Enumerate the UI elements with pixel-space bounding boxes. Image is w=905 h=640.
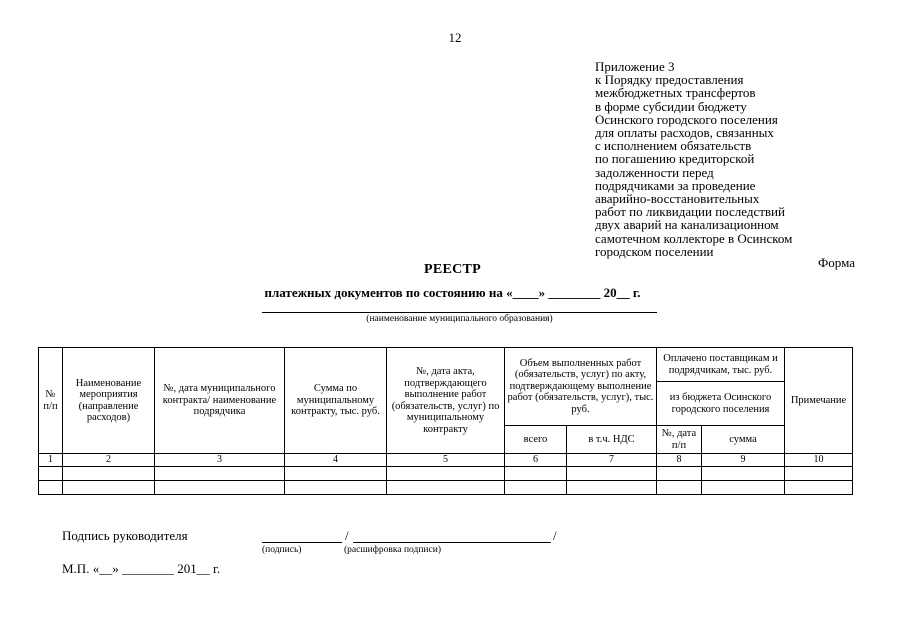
- document-title: РЕЕСТР: [423, 262, 482, 277]
- document-subtitle: платежных документов по состоянию на «____» ________ 20__ г.: [264, 285, 641, 300]
- registry-table: [38, 347, 853, 495]
- appendix-line: двух аварий на канализационном: [595, 217, 779, 233]
- header-num: № п/п: [39, 348, 63, 454]
- appendix-line: с исполнением обязательств: [595, 138, 752, 154]
- table-cell[interactable]: [567, 467, 657, 481]
- appendix-line: подрядчиками за проведение: [595, 177, 756, 193]
- appendix-line: самотечном коллекторе в Осинском: [595, 230, 793, 246]
- col-number-cell: 4: [285, 454, 387, 467]
- appendix-line: работ по ликвидации последствий: [595, 204, 785, 220]
- appendix-line: задолженности перед: [595, 164, 714, 180]
- table-cell[interactable]: [702, 481, 785, 495]
- stamp-date-line: М.П. «__» ________ 201__ г.: [62, 561, 221, 576]
- table-cell[interactable]: [63, 481, 155, 495]
- table-cell[interactable]: [785, 467, 853, 481]
- municipality-caption: (наименование муниципального образования): [366, 314, 553, 324]
- table-cell[interactable]: [39, 467, 63, 481]
- table-cell[interactable]: [657, 481, 702, 495]
- col-number-cell: 5: [387, 454, 505, 467]
- header-sum: Сумма по муниципальному контракту, тыс. руб.: [285, 348, 387, 454]
- header-note: Примечание: [785, 348, 853, 454]
- table-cell[interactable]: [387, 481, 505, 495]
- header-paid: Оплачено поставщикам и подрядчикам, тыс. руб.: [657, 348, 785, 382]
- table-cell[interactable]: [285, 467, 387, 481]
- col-number-cell: 7: [567, 454, 657, 467]
- signature-caption: (подпись): [262, 545, 302, 555]
- appendix-block: [595, 60, 875, 258]
- header-act: №, дата акта, подтверждающего выполнение работ (обязательств, услуг) по муниципальному контракту: [387, 348, 505, 454]
- appendix-line: для оплаты расходов, связанных: [595, 125, 774, 141]
- appendix-line: Осинского городского поселения: [595, 111, 778, 127]
- table-cell[interactable]: [155, 467, 285, 481]
- table-cell[interactable]: [155, 481, 285, 495]
- signature-decode-caption: (расшифровка подписи): [344, 545, 441, 555]
- table-cell[interactable]: [657, 467, 702, 481]
- col-number-cell: 10: [785, 454, 853, 467]
- header-name: Наименование мероприятия (направление расходов): [63, 348, 155, 454]
- page-number: 12: [448, 30, 462, 45]
- col-number-cell: 8: [657, 454, 702, 467]
- signature-decode-line[interactable]: [353, 542, 551, 543]
- table-cell[interactable]: [387, 467, 505, 481]
- col-number-cell: 1: [39, 454, 63, 467]
- appendix-line: в форме субсидии бюджету: [595, 98, 747, 114]
- signature-slash: /: [553, 528, 557, 543]
- municipality-fill-line[interactable]: [262, 312, 657, 313]
- header-vat: в т.ч. НДС: [567, 426, 657, 454]
- col-number-cell: 6: [505, 454, 567, 467]
- appendix-line: межбюджетных трансфертов: [595, 85, 756, 101]
- header-total: всего: [505, 426, 567, 454]
- table-cell[interactable]: [63, 467, 155, 481]
- table-cell[interactable]: [567, 481, 657, 495]
- table-row: [39, 481, 853, 495]
- signature-slash: /: [345, 528, 349, 543]
- table-cell[interactable]: [505, 467, 567, 481]
- signature-label: Подпись руководителя: [62, 528, 188, 543]
- col-number-cell: 9: [702, 454, 785, 467]
- appendix-line: к Порядку предоставления: [595, 72, 744, 88]
- form-label: Форма: [818, 255, 855, 270]
- header-budget: из бюджета Осинского городского поселения: [657, 382, 785, 426]
- header-pp: №, дата п/п: [657, 426, 702, 454]
- appendix-line: по погашению кредиторской: [595, 151, 755, 167]
- table-row: [39, 467, 853, 481]
- header-amount: сумма: [702, 426, 785, 454]
- table-cell[interactable]: [39, 481, 63, 495]
- col-number-cell: 3: [155, 454, 285, 467]
- table-cell[interactable]: [505, 481, 567, 495]
- header-contract: №, дата муниципального контракта/ наименование подрядчика: [155, 348, 285, 454]
- header-volume: Объем выполненных работ (обязательств, услуг) по акту, подтверждающему выполнение работ (обязательств, услуг), тыс. руб.: [505, 348, 657, 426]
- table-cell[interactable]: [702, 467, 785, 481]
- table-cell[interactable]: [285, 481, 387, 495]
- appendix-line: городском поселении: [595, 243, 714, 259]
- table-cell[interactable]: [785, 481, 853, 495]
- col-number-cell: 2: [63, 454, 155, 467]
- appendix-line: аварийно-восстановительных: [595, 191, 760, 207]
- appendix-line: Приложение 3: [595, 59, 675, 74]
- signature-line[interactable]: [262, 542, 342, 543]
